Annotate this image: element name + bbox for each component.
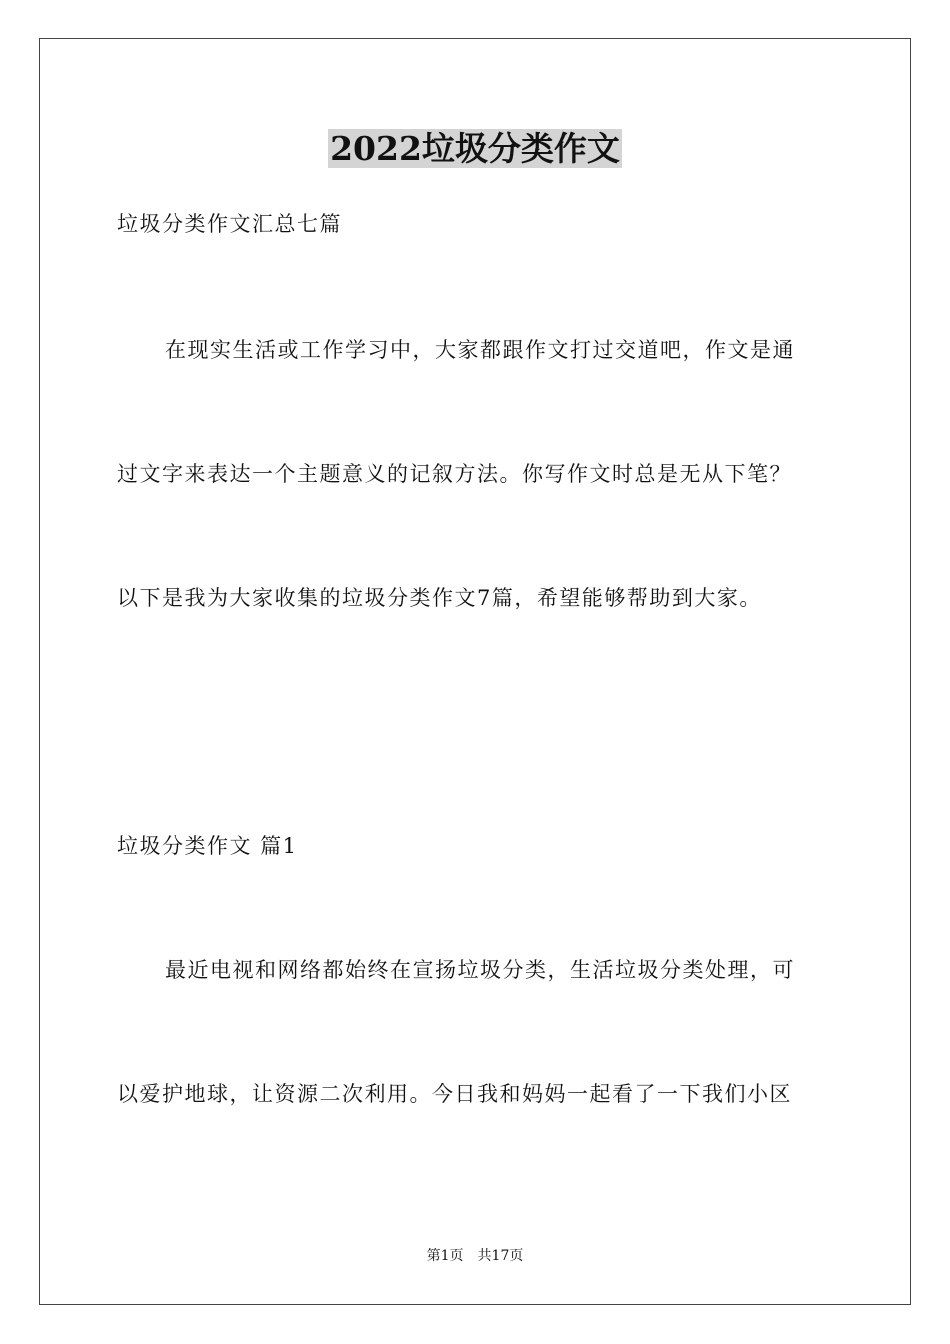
page-number: 第1页: [426, 1248, 464, 1264]
intro-paragraph-line: 以下是我为大家收集的垃圾分类作文7篇，希望能够帮助到大家。: [117, 586, 762, 610]
document-title: [0, 126, 950, 172]
document-title-text: 2022垃圾分类作文: [330, 129, 620, 168]
body-paragraph-line: 最近电视和网络都始终在宣扬垃圾分类，生活垃圾分类处理，可: [165, 958, 795, 982]
intro-paragraph-line: 在现实生活或工作学习中，大家都跟作文打过交道吧，作文是通: [165, 338, 795, 362]
page-footer: [0, 1246, 950, 1266]
page-total: 共17页: [477, 1248, 524, 1264]
section-heading: 垃圾分类作文 篇1: [117, 834, 298, 858]
document-subtitle: 垃圾分类作文汇总七篇: [117, 212, 342, 236]
intro-paragraph-line: 过文字来表达一个主题意义的记叙方法。你写作文时总是无从下笔？: [117, 462, 792, 486]
body-paragraph-line: 以爱护地球，让资源二次利用。今日我和妈妈一起看了一下我们小区: [117, 1082, 792, 1106]
